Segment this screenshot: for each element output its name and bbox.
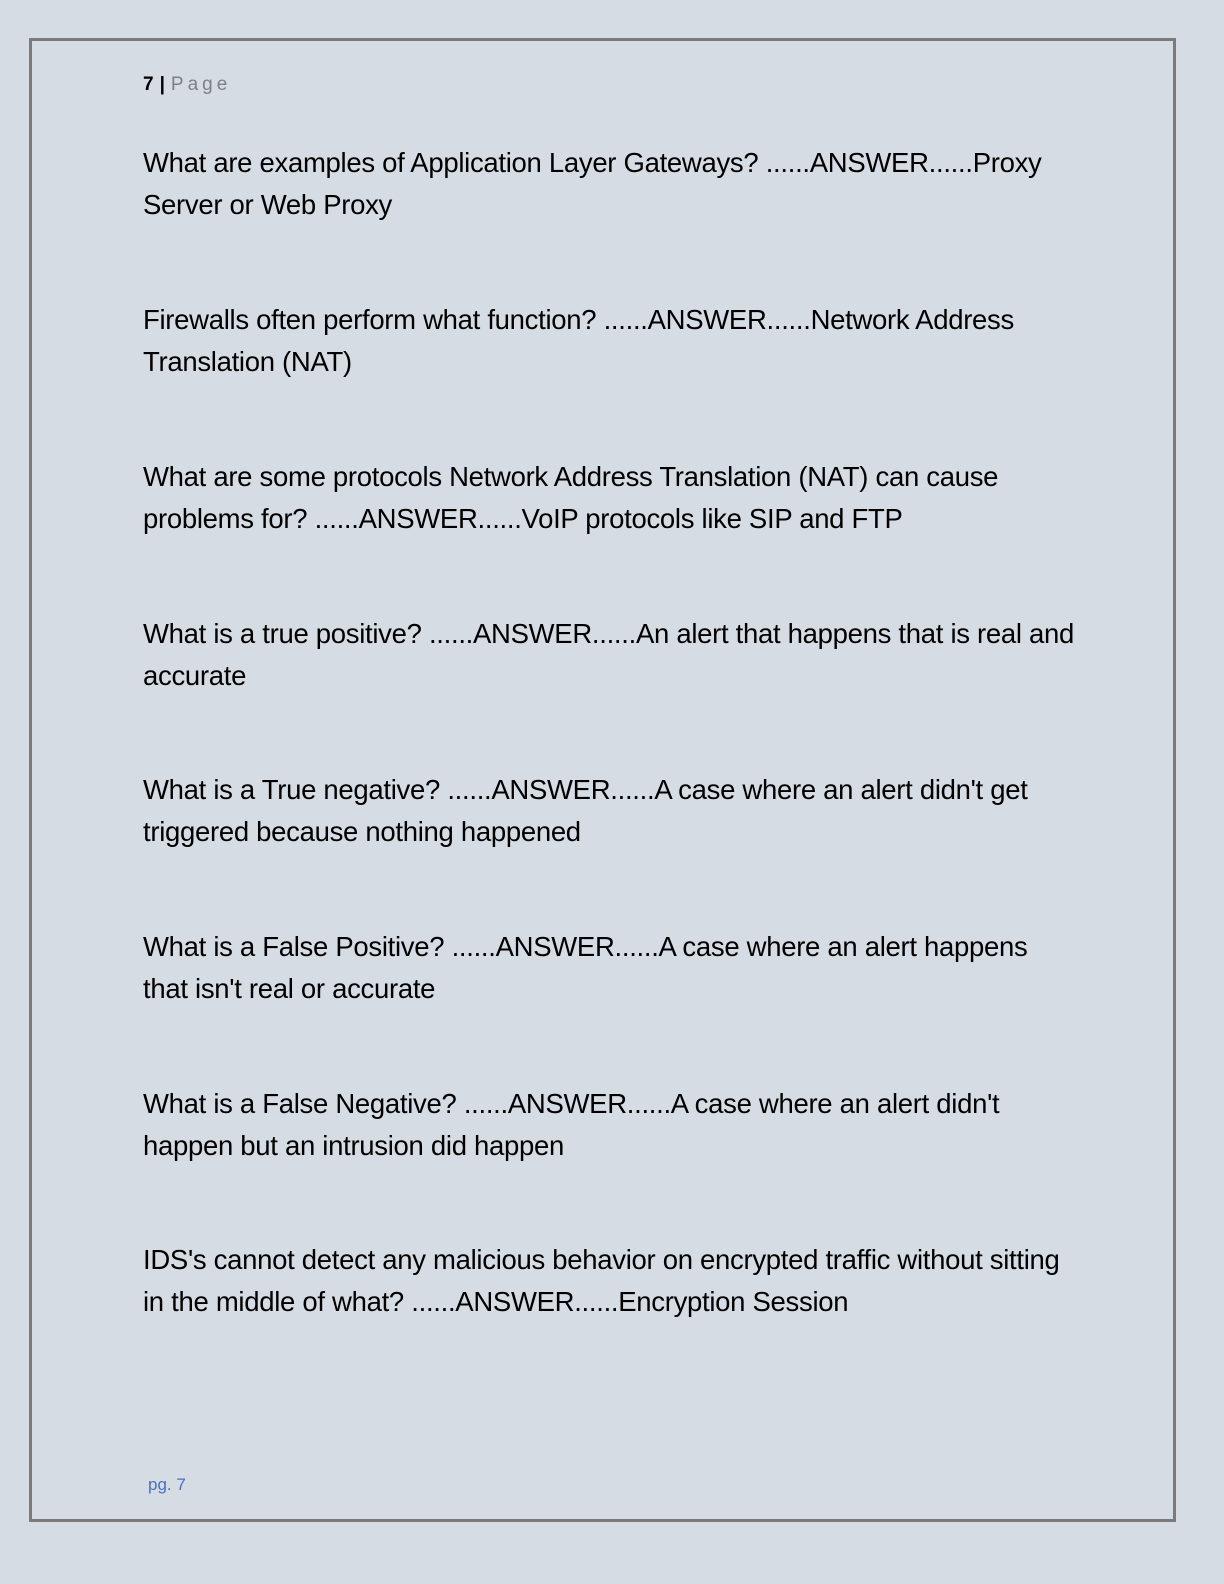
qa-item-8: IDS's cannot detect any malicious behavior on encrypted traffic without sitting in the middle of what? ......ANSWER......Encryption Session [143, 1244, 1060, 1317]
header-page-word: Page [170, 74, 232, 95]
qa-item-5: What is a True negative? ......ANSWER......A case where an alert didn't get triggered because nothing happened [143, 774, 1028, 847]
qa-item-4: What is a true positive? ......ANSWER......An alert that happens that is real and accurate [143, 618, 1075, 691]
qa-item-6: What is a False Positive? ......ANSWER......A case where an alert happens that isn't real or accurate [143, 931, 1028, 1004]
header-separator: | [159, 74, 165, 95]
page-header [143, 72, 231, 98]
qa-item-7: What is a False Negative? ......ANSWER......A case where an alert didn't happen but an intrusion did happen [143, 1088, 1000, 1161]
page-footer: pg. 7 [148, 1475, 186, 1494]
header-page-number: 7 [143, 74, 154, 95]
qa-item-2: Firewalls often perform what function? ......ANSWER......Network Address Translation (NAT) [143, 304, 1014, 377]
qa-item-3: What are some protocols Network Address Translation (NAT) can cause problems for? ......ANSWER......VoIP protocols like SIP and FTP [143, 461, 999, 534]
qa-item-1: What are examples of Application Layer Gateways? ......ANSWER......Proxy Server or Web Proxy [143, 147, 1042, 220]
